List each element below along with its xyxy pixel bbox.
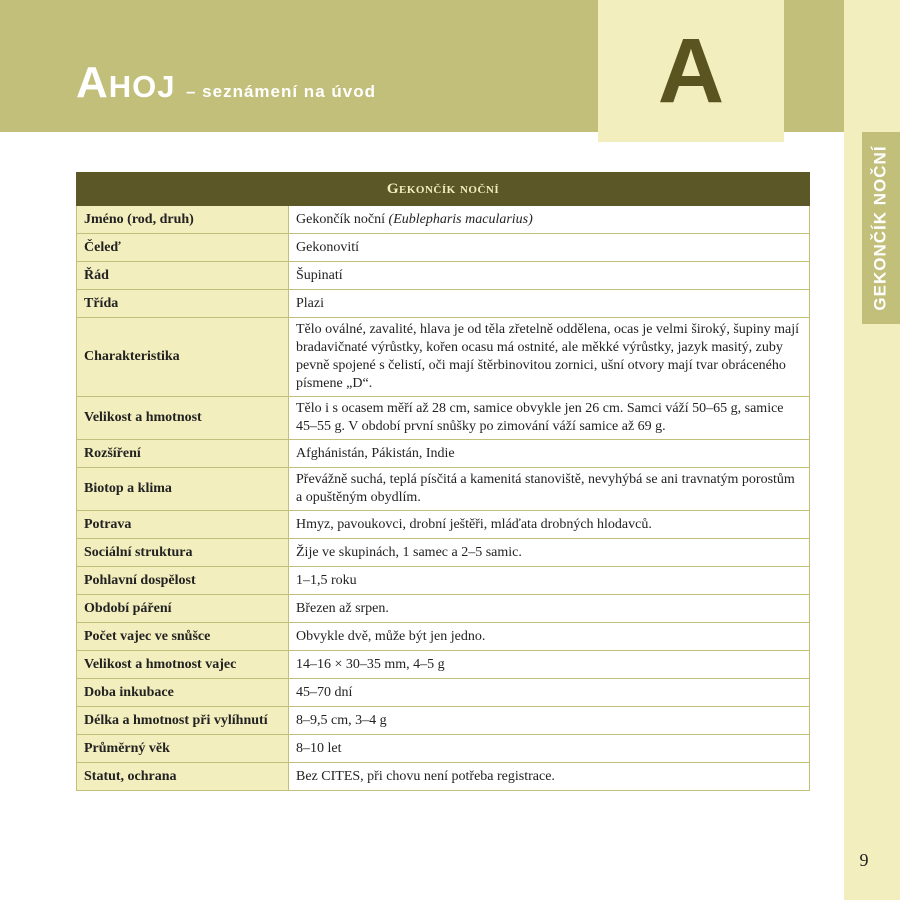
table-row	[77, 567, 810, 595]
table-row	[77, 735, 810, 763]
row-value-text: Gekončík noční	[296, 211, 389, 227]
row-value: Obvykle dvě, může být jen jedno.	[289, 623, 810, 651]
row-label: Charakteristika	[77, 318, 289, 397]
table-row	[77, 511, 810, 539]
row-label: Počet vajec ve snůšce	[77, 623, 289, 651]
table-row	[77, 468, 810, 511]
row-label: Pohlavní dospělost	[77, 567, 289, 595]
row-label: Rozšíření	[77, 440, 289, 468]
table-body	[77, 206, 810, 791]
page-title-sub: – seznámení na úvod	[185, 82, 376, 101]
row-value: Bez CITES, při chovu není potřeba registrace.	[289, 763, 810, 791]
row-value-latin: (Eublepharis macularius)	[388, 211, 533, 227]
table-row	[77, 707, 810, 735]
row-value: 8–9,5 cm, 3–4 g	[289, 707, 810, 735]
row-value	[289, 206, 810, 234]
chapter-letter-box	[598, 0, 784, 142]
row-label: Řád	[77, 262, 289, 290]
side-tab-label: GEKONČÍK NOČNÍ	[871, 145, 890, 311]
row-label: Čeleď	[77, 234, 289, 262]
row-label: Průměrný věk	[77, 735, 289, 763]
row-value: Tělo i s ocasem měří až 28 cm, samice obvykle jen 26 cm. Samci váží 50–65 g, samice 45–55 g. V období první snůšky po zimování váží samice až 69 g.	[289, 397, 810, 440]
table-row	[77, 318, 810, 397]
chapter-letter: A	[657, 20, 725, 122]
row-value: Plazi	[289, 290, 810, 318]
table-row	[77, 290, 810, 318]
page-number: 9	[859, 850, 869, 870]
row-value: Gekonovití	[289, 234, 810, 262]
table-row	[77, 440, 810, 468]
table-row	[77, 234, 810, 262]
row-value: Březen až srpen.	[289, 595, 810, 623]
table-row	[77, 206, 810, 234]
row-label: Biotop a klima	[77, 468, 289, 511]
table-row	[77, 763, 810, 791]
row-value: 14–16 × 30–35 mm, 4–5 g	[289, 651, 810, 679]
row-label: Délka a hmotnost při vylíhnutí	[77, 707, 289, 735]
row-label: Doba inkubace	[77, 679, 289, 707]
row-value: Tělo oválné, zavalité, hlava je od těla zřetelně oddělena, ocas je velmi široký, šupiny mají bradavičnaté výrůstky, kořen ocasu má ostnité, ale měkké výrůstky, jazyk masitý, zuby pevně spojené s čelistí, oči mají štěrbinovitou zornici, ušní otvory mají tvar obráceného písmene „D“.	[289, 318, 810, 397]
row-label: Jméno (rod, druh)	[77, 206, 289, 234]
row-label: Třída	[77, 290, 289, 318]
row-value: Hmyz, pavoukovci, drobní ještěři, mláďata drobných hlodavců.	[289, 511, 810, 539]
row-label: Velikost a hmotnost vajec	[77, 651, 289, 679]
species-info-table	[76, 172, 810, 791]
table-row	[77, 651, 810, 679]
row-label: Sociální struktura	[77, 539, 289, 567]
row-value: 8–10 let	[289, 735, 810, 763]
side-tab	[862, 132, 900, 324]
row-label: Potrava	[77, 511, 289, 539]
row-value: Žije ve skupinách, 1 samec a 2–5 samic.	[289, 539, 810, 567]
table-row	[77, 679, 810, 707]
table-row	[77, 595, 810, 623]
table-row	[77, 262, 810, 290]
table-title: Gekončík noční	[77, 173, 810, 206]
page-title-main: Ahoj	[76, 58, 176, 107]
row-value: 1–1,5 roku	[289, 567, 810, 595]
table-row	[77, 397, 810, 440]
table-row	[77, 623, 810, 651]
table-row	[77, 539, 810, 567]
row-value: 45–70 dní	[289, 679, 810, 707]
row-label: Statut, ochrana	[77, 763, 289, 791]
row-label: Období páření	[77, 595, 289, 623]
row-label: Velikost a hmotnost	[77, 397, 289, 440]
row-value: Převážně suchá, teplá písčitá a kamenitá stanoviště, nevyhýbá se ani travnatým porostům a opuštěným obydlím.	[289, 468, 810, 511]
row-value: Afghánistán, Pákistán, Indie	[289, 440, 810, 468]
page-title	[76, 58, 376, 108]
row-value: Šupinatí	[289, 262, 810, 290]
